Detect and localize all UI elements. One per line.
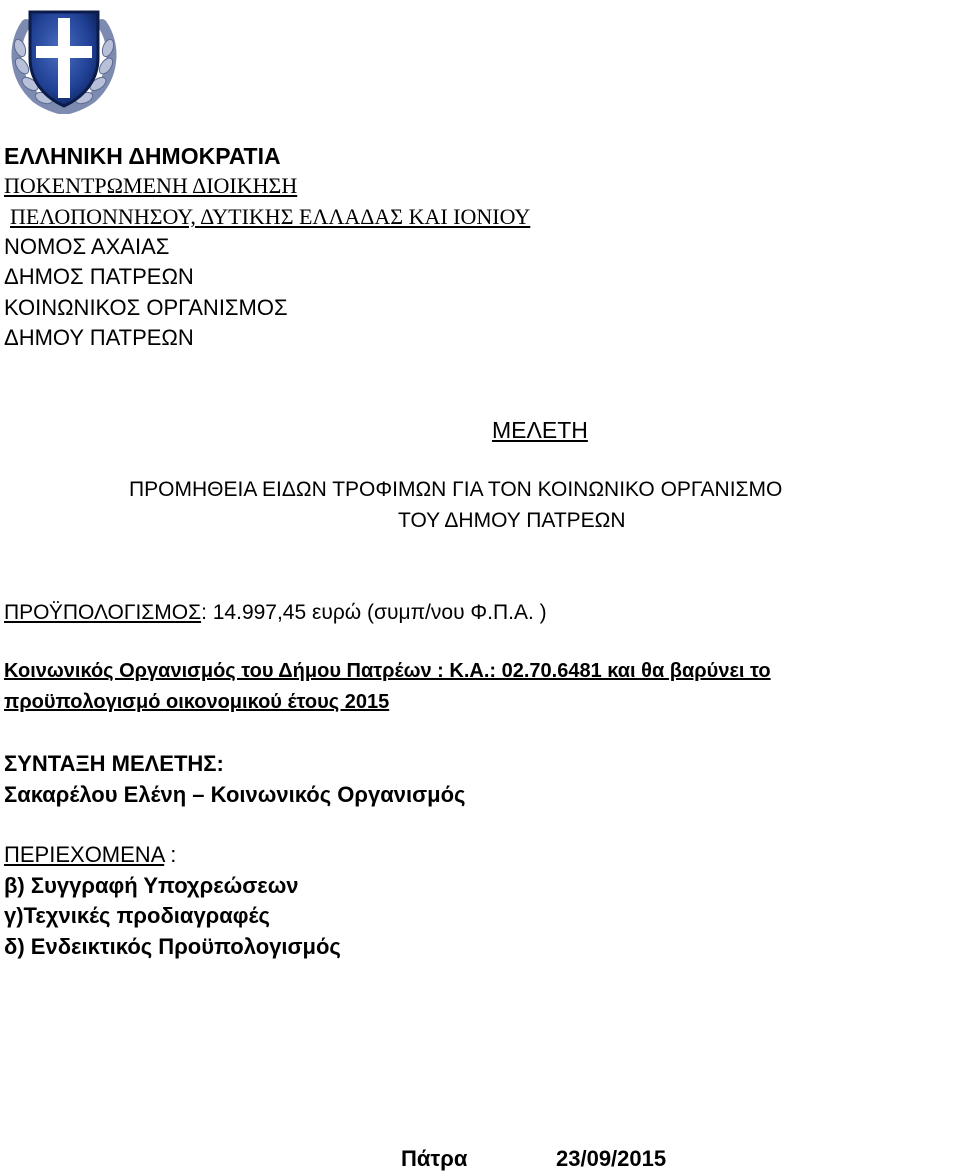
study-heading: ΜΕΛΕΤΗ (492, 417, 588, 443)
header-region: ΠΕΛΟΠΟΝΝΗΣΟΥ, ΔΥΤΙΚΗΣ ΕΛΛΑΔΑΣ ΚΑΙ ΙΟΝΙΟΥ (10, 204, 531, 229)
footer-city: Πάτρα (401, 1146, 468, 1171)
funding-line2: προϋπολογισμό οικονομικού έτους 2015 (4, 691, 390, 713)
header-country: ΕΛΛΗΝΙΚΗ ΔΗΜΟΚΡΑΤΙΑ (4, 143, 281, 169)
footer-date: 23/09/2015 (556, 1146, 667, 1171)
greek-state-emblem (6, 4, 122, 114)
study-subject-line1: ΠΡΟΜΗΘΕΙΑ ΕΙΔΩΝ ΤΡΟΦΙΜΩΝ ΓΙΑ ΤΟΝ ΚΟΙΝΩΝΙΚΟ ΟΡΓΑΝΙΣΜΟ (129, 478, 783, 501)
contents-label: ΠΕΡΙΕΧΟΜΕΝΑ (4, 842, 165, 867)
contents-item: δ) Ενδεικτικός Προϋπολογισμός (4, 934, 341, 959)
author-label: ΣΥΝΤΑΞΗ ΜΕΛΕΤΗΣ: (4, 751, 224, 776)
budget-line (4, 602, 547, 623)
header-prefecture: ΝΟΜΟΣ ΑΧΑΙΑΣ (4, 234, 170, 259)
header-organization-line1: ΚΟΙΝΩΝΙΚΟΣ ΟΡΓΑΝΙΣΜΟΣ (4, 295, 288, 320)
contents-item: γ)Τεχνικές προδιαγραφές (4, 903, 270, 928)
contents-heading (4, 844, 176, 866)
header-organization-line2: ΔΗΜΟΥ ΠΑΤΡΕΩΝ (4, 325, 194, 350)
study-subject-line2: ΤΟΥ ΔΗΜΟΥ ΠΑΤΡΕΩΝ (398, 509, 626, 532)
contents-item: β) Συγγραφή Υποχρεώσεων (4, 873, 299, 898)
budget-label: ΠΡΟΫΠΟΛΟΓΙΣΜΟΣ (4, 601, 202, 624)
header-administration: ΠΟΚΕΝΤΡΩΜΕΝΗ ΔΙΟΙΚΗΣΗ (4, 173, 298, 198)
contents-label-suffix: : (164, 842, 177, 867)
author-name: Σακαρέλου Ελένη – Κοινωνικός Οργανισμός (4, 782, 466, 807)
budget-value: : 14.997,45 ευρώ (συμπ/νου Φ.Π.Α. ) (201, 601, 547, 624)
header-municipality: ΔΗΜΟΣ ΠΑΤΡΕΩΝ (4, 264, 194, 289)
funding-line1: Κοινωνικός Οργανισμός του Δήμου Πατρέων : Κ.Α.: 02.70.6481 και θα βαρύνει το (4, 660, 771, 682)
